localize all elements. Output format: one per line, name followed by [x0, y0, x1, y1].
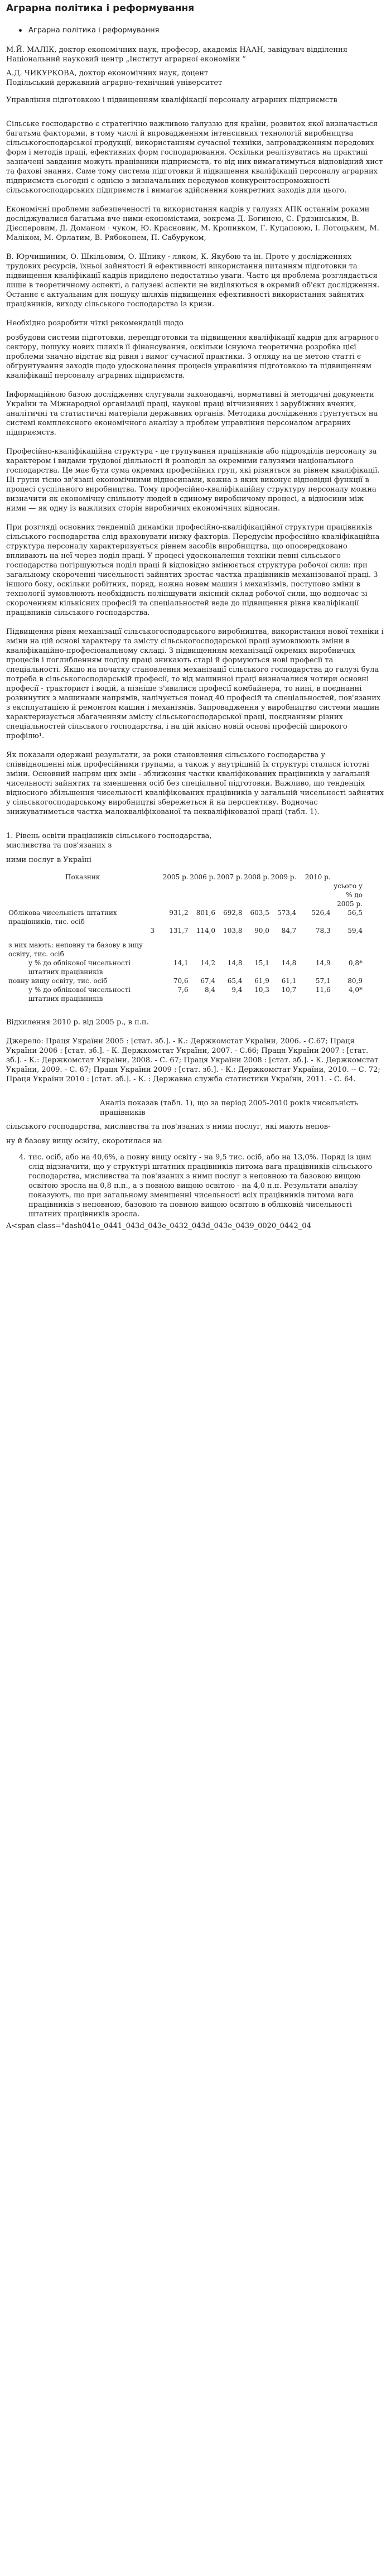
table-row-label: у % до облікової чисельності штатних працівників — [28, 959, 131, 976]
table-header-label: Показник — [65, 873, 100, 881]
table-source: Джерело: Праця України 2005 : [стат. зб.]. - К.: Держкомстат України, 2006. - С.67; Праця України 2006 : [стат. зб.]. - К. Держкомстат України, 2007. - С.66; Праця України 2007 : [стат. зб.]. - К.: Держкомстат України, 2008. - С. 67; Праця України 2008 : [стат. зб.]. - К. Держкомстат України, 2009. - С. 67; Праця України 2009 : [стат. зб.]. - К.: Держкомстат України, 2010. -- С. 72; Праця України 2010 : [стат. зб.]. - К. : Державна служба статистики України, 2011. - С. 64. — [6, 1037, 380, 1084]
trailing-markup: A<span class="dash041e_0441_043d_043e_0432_043d_043e_0439_0020_0442_04 — [6, 1222, 311, 1230]
table-header-year: 2009 р. — [271, 873, 297, 881]
education-table — [6, 870, 363, 1003]
table-cell: 90,0 — [254, 927, 269, 935]
table-cell: 131,7 — [169, 927, 189, 935]
table-row-prefix: 3 — [150, 927, 155, 935]
table-cell: 9,4 — [231, 986, 243, 994]
breadcrumb — [28, 26, 385, 35]
table-cell: 14,8 — [227, 959, 243, 967]
paragraph: Інформаційною базою дослідження слугували законодавчі, нормативні й методичні документи України та Міжнародної організації праці, наукові праці вітчизняних і зарубіжних вчених, аналітичні та статистичні матеріали державних органів. Методика дослідження ґрунтується на системі комплексного економічного аналізу з проблем управління персоналом аграрних підприємств. — [6, 391, 378, 437]
table-row-label: у % до облікової чисельності штатних працівників — [28, 986, 131, 1003]
table-cell: 14,8 — [281, 959, 297, 967]
paragraph: Економічні проблеми забезпеченості та використання кадрів у галузях АПК останнім роками досліджувалися багатьма вче-ними-економістами, зокрема Д. Богинею, С. Грдзинським, В. Дієсперовим, Д. Доманом · чуком, Ю. Красновим, М. Кропивком, Г. Куцапоюю, І. Лотоцьким, М. Маліком, М. Орлатим, В. Рябоконем, П. Сабуруком, — [6, 205, 379, 242]
table-header-row — [6, 870, 363, 908]
table-cell: 14,1 — [173, 959, 189, 967]
paragraph: Як показали одержані результати, за роки становлення сільського господарства у співвідношенні між професійними групами, а також у внутрішній їх структурі сталися істотні зміни. Основний напрям цих змін - зближення частки кваліфікованих працівників у загальній чисельності зайнятих та зменшення осіб без спеціальної підготовки. Важливо, що тенденція відносного збільшення чисельності кваліфікованих працівників у загальній чисельності зайнятих у сільськогосподарському виробництві збережеться й на перспективу. Водночас знижуватиметься частка малокваліфікованої та некваліфікованої праці (табл. 1). — [6, 751, 384, 816]
paragraph: Сільське господарство є стратегічно важливою галуззю для країни, розвиток якої визначається багатьма факторами, в тому числі й впровадженням інтенсивних технологій виробництва сільськогосподарської продукції, використанням сучасної техніки, запровадженням передових форм і методів праці, ефективних форм господарювання. Оскільки реалізуватись на практиці зазначені завдання можуть працівники підприємств, то від них вимагатимуться відповідний хист та фахові знання. Саме тому система підготовки й підвищення кваліфікації персоналу аграрних підприємств сьогодні є однією з визначальних передумов конкурентоспроможності сільськогосподарських підприємств і вимагає здійснення конкретних заходів для цього. — [6, 120, 383, 195]
table-footnote: Відхилення 2010 р. від 2005 р., в п.п. — [6, 1018, 149, 1027]
table-cell: 10,7 — [281, 986, 297, 994]
table-row — [6, 985, 363, 1003]
paragraph: Підвищення рівня механізації сільськогосподарського виробництва, використання нової техніки і зміни на цій основі характеру та змісту сільськогосподарської праці зумовлюють зміни в кваліфікаційно-професіональному складі. З підвищенням механізації окремих виробничих процесів і поглибленням поділу праці зникають старі й формуються нові професії та спеціальності. Якщо на початку становлення механізації сільського господарства до галузі була потреба в сільськогосподарській професії, то від машинної праці визначалися чотири основні професії - тракторист і водій, а пізніше з'явилися професії комбайнера, то нині, в поєднанні розвинутих з машинами напрямів, налічується понад 40 професій та спеціальностей, пов'язаних з експлуатацією й ремонтом машин і механізмів. Запровадження у виробництво системи машин характеризується збагаченням змісту сільськогосподарської праці, поєднанням різних спеціальностей сільського господарства, і на цій якісно новій основі професій широкого профілю¹. — [6, 628, 384, 740]
table-row — [6, 976, 363, 985]
table-cell: 103,8 — [223, 927, 243, 935]
numbered-list — [6, 1153, 385, 1219]
analysis-block — [6, 1099, 385, 1146]
table-cell: 11,6 — [315, 986, 331, 994]
table-cell: 573,4 — [277, 909, 297, 917]
table-cell: 57,1 — [315, 977, 331, 985]
paragraph: Необхідно розробити чіткі рекомендації щодо — [6, 319, 184, 328]
table-cell: 67,4 — [200, 977, 216, 985]
table-cell: 692,8 — [223, 909, 243, 917]
table-cell: 14,9 — [315, 959, 331, 967]
list-number-dot: . — [23, 1153, 26, 1162]
table-cell: 84,7 — [281, 927, 297, 935]
author-1: М.Й. МАЛІК, доктор економічних наук, професор, академік НААН, завідувач відділення Національний науковий центр „Інститут аграрної економіки ” — [6, 46, 347, 64]
paragraph: При розгляді основних тенденцій динаміки професійно-кваліфікаційної структури працівників сільського господарства слід враховувати низку факторів. Передусім професійно-кваліфікаційна структура персоналу характеризується рівнем засобів виробництва, що опосередковано впливають на неї через поділ праці. У процесі удосконалення техніки певні сільського господарства погіршуються поділ праці й відповідно змінюється структура робочої сили: при загальному скороченні чисельності зайнятих зростає частка працівників механізованої праці. З іншого боку, оскільки робітник, поряд, ножна новем машин і механізмів, поступово зміни в технології зумовлюють необхідність поліпшувати якісний склад робочої сили, що водночас зі скороченням кількісних професій та спеціальностей веде до підвищення рівня кваліфікації працівників сільського господарства. — [6, 523, 380, 617]
table-row-label: Облікова чисельність штатних працівників, тис. осіб — [8, 909, 117, 926]
table-cell: 70,6 — [173, 977, 189, 985]
table-cell: 15,1 — [254, 959, 269, 967]
table-header-year: 2008 р. — [244, 873, 269, 881]
table-cell: 61,9 — [254, 977, 269, 985]
table-caption-line: мисливства та пов'язаних з — [6, 841, 112, 850]
table-caption-line: 1. Рівень освіти працівників сільського господарства, — [6, 832, 212, 840]
paragraph: Професійно-кваліфікаційна структура - це групування працівників або підрозділів персоналу за характером і видами трудової діяльності й розподіл за окремими галузями національного господарства. Це має бути сума окремих професійних груп, які різняться за рівнем кваліфікації. Ці групи тісно зв'язані економічними відносинами, кожна з яких виконує відповідні функції в процесі суспільного виробництва. Тому професійно-кваліфікаційну структуру персоналу можна визначити як економічну спільноту людей в єдиному виробничому процесі, а відносини між ними — як одну із важливих сторін виробничих економічних відносин. — [6, 447, 380, 513]
list-item: тис. осіб, або на 40,6%, а повну вищу освіту - на 9,5 тис. осіб, або на 13,0%. Поряд із цим слід відзначити, що у структурі штатних працівників питома вага працівників сільського господарства, мисливства та пов'язаних з ними послуг з неповною та базовою вищою освітою зросла на 0,8 п.п., а з повною вищою освітою - на 4,0 п.п. Результати аналізу показують, що при загальному зменшенні чисельності всіх працівників питома вага працівників з неповною, базовою та повною вищою освітою в обліковій чисельності штатних працівників зросла. — [28, 1153, 373, 1219]
table-cell: 114,0 — [196, 927, 216, 935]
table-cell: 59,4 — [347, 927, 363, 935]
list-number: 4 — [19, 1153, 24, 1162]
analysis-lead: Аналіз показав (табл. 1), що за період 2005-2010 років чисельність працівників — [100, 1099, 358, 1117]
table-cell: 4,0* — [348, 986, 363, 994]
table-cell: 7,6 — [177, 986, 189, 994]
table-cell: 931,2 — [169, 909, 189, 917]
table-cell: 10,3 — [254, 986, 269, 994]
table-notes — [6, 1018, 385, 1084]
table-cell: 603,5 — [250, 909, 269, 917]
paragraph: В. Юрчишиним, О. Шкільовим, О. Шпику · ляком, К. Якубою та ін. Проте у дослідженнях трудових ресурсів, їхньої зайнятості й ефективності використання питанням підготовки та підвищення кваліфікації кадрів приділено недостатньо уваги. Часто ця проблема розглядається лише в теоретичному аспекті, а галузеві аспекти не виділяються в окремий об'єкт дослідження. Останнє є актуальним для пошуку шляхів підвищення ефективності використання зайнятих працівників, виходу сільського господарства із кризи. — [6, 253, 380, 309]
table-header-year: 2005 р. — [162, 873, 189, 881]
author-affiliation: Подільський державний аграрно-технічний університет — [6, 79, 223, 87]
analysis-line: сільського господарства, мисливства та пов'язаних з ними послуг, які мають непов- — [6, 1123, 331, 1131]
table-row — [6, 959, 363, 976]
paragraph: розбудови системи підготовки, перепідготовки та підвищення кваліфікації кадрів для аграрного сектору, пошуку нових шляхів її фінансування, оскільки існуюча теоретична розробка цієї проблеми значно відстає від рівня і вимог сучасної практики. З огляду на це метою статті є обґрунтування заходів щодо удосконалення процесів управління підготовкою та підвищенням кваліфікації персоналу аграрних підприємств. — [6, 334, 379, 380]
table-cell: 8,4 — [204, 986, 216, 994]
table-cell: 65,4 — [227, 977, 243, 985]
table-caption — [6, 831, 385, 865]
table-cell: 61,1 — [281, 977, 297, 985]
article-title: Управління підготовкою і підвищенням кваліфікації персоналу аграрних підприємств — [6, 96, 337, 104]
table-cell: 80,9 — [347, 977, 363, 985]
breadcrumb-item[interactable]: Аграрна політика і реформування — [28, 26, 385, 35]
table-cell: 801,6 — [196, 909, 216, 917]
table-row — [6, 926, 363, 959]
table-cell: 56,5 — [347, 909, 363, 917]
author-block — [6, 45, 385, 88]
table-row-label: з них мають: неповну та базову в ищу освіту, тис. осіб — [8, 941, 143, 958]
analysis-line: ну й базову вищу освіту, скоротилася на — [6, 1137, 162, 1145]
table-row — [6, 908, 363, 926]
table-cell: 78,3 — [315, 927, 331, 935]
table-caption-line: ними послуг в Україні — [6, 856, 91, 864]
author-2: А.Д. ЧИКУРКОВА, доктор економічних наук, доцент — [6, 69, 209, 78]
table-header-ratio: усього у % до 2005 р. — [334, 882, 363, 908]
table-cell: 526,4 — [311, 909, 331, 917]
table-cell: 14,2 — [200, 959, 216, 967]
table-row-label: повну вищу освіту, тис. осіб — [8, 977, 108, 985]
table-header-year: 2007 р. — [216, 873, 243, 881]
table-header-year: 2006 р. — [190, 873, 216, 881]
page-title: Аграрна політика і реформування — [6, 3, 195, 14]
article-body — [6, 119, 385, 817]
table-header-year-last: 2010 р. — [305, 873, 331, 881]
page — [0, 2, 391, 1231]
table-cell: 0,8* — [348, 959, 363, 967]
